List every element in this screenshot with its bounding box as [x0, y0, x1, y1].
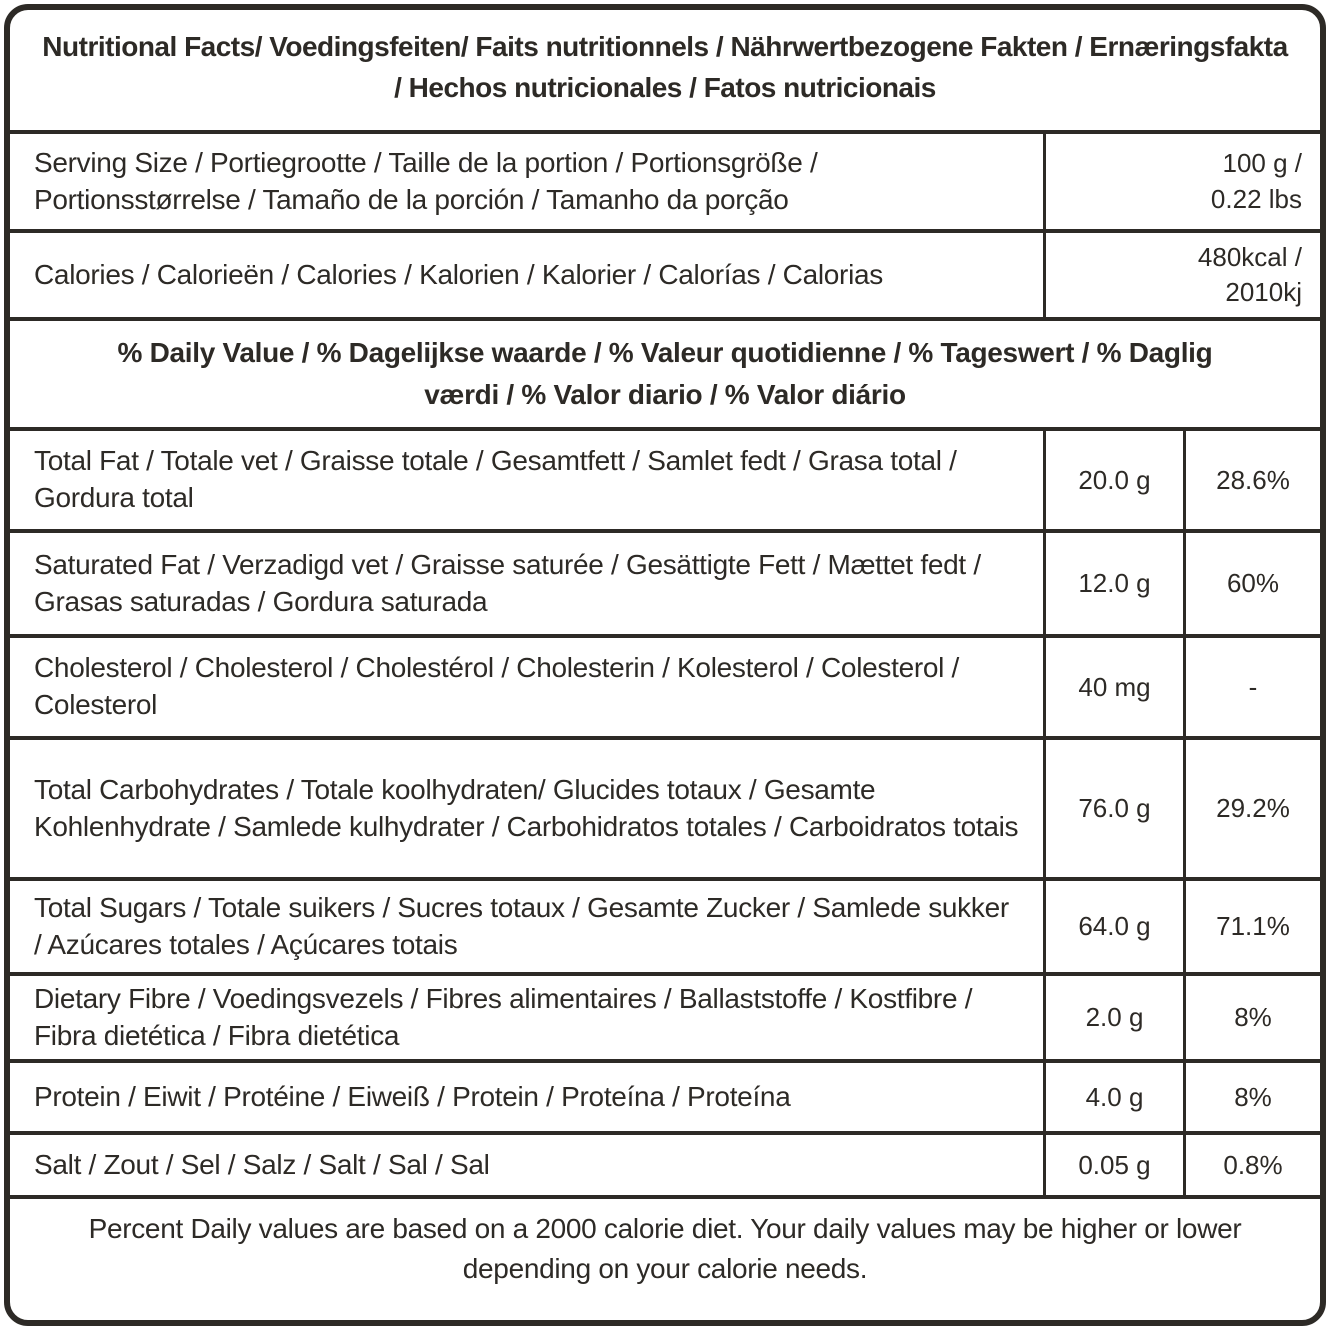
serving-size-row: [10, 130, 1320, 229]
nutrient-daily-value: 28.6%: [1183, 431, 1320, 529]
nutrient-label: [10, 533, 1043, 634]
nutrient-label: [10, 976, 1043, 1059]
nutrient-daily-value: 60%: [1183, 533, 1320, 634]
nutrient-amount: 20.0 g: [1043, 431, 1183, 529]
nutrient-amount: 2.0 g: [1043, 976, 1183, 1059]
row-total-sugars: [10, 877, 1320, 972]
nutrient-daily-value: 71.1%: [1183, 881, 1320, 972]
nutrient-amount: 0.05 g: [1043, 1135, 1183, 1195]
nutrient-daily-value: 29.2%: [1183, 740, 1320, 877]
row-saturated-fat: [10, 529, 1320, 634]
nutrient-amount: 64.0 g: [1043, 881, 1183, 972]
nutrient-label-text: Total Sugars / Totale suikers / Sucres totaux / Gesamte Zucker / Samlede sukker / Azúcares totales / Açúcares totais: [34, 891, 1009, 960]
nutrient-label: [10, 1063, 1043, 1131]
calories-label: [10, 233, 1043, 317]
calories-value-line1: 480kcal /: [1197, 241, 1302, 272]
row-total-fat: [10, 427, 1320, 529]
calories-value-line2: 2010kj: [1225, 277, 1302, 307]
nutrient-daily-value: 8%: [1183, 1063, 1320, 1131]
serving-size-label-text: Serving Size / Portiegrootte / Taille de la portion / Portionsgröße / Portionsstørrelse / Tamaño de la porción / Tamanho da porção: [34, 146, 818, 215]
nutrient-label-text: Cholesterol / Cholesterol / Cholestérol / Cholesterin / Kolesterol / Colesterol / Colesterol: [34, 652, 960, 720]
nutrient-label-text: Total Carbohydrates / Totale koolhydraten/ Glucides totaux / Gesamte Kohlenhydrate / Samlede kulhydrater / Carbohidratos totales / Carboidratos totais: [34, 773, 1019, 842]
nutrient-label: [10, 740, 1043, 877]
row-total-carbohydrates: [10, 736, 1320, 877]
nutrient-label-text: Dietary Fibre / Voedingsvezels / Fibres alimentaires / Ballaststoffe / Kostfibre / Fibra dietética / Fibra dietética: [34, 982, 973, 1051]
daily-value-heading-row: [10, 317, 1320, 427]
calories-row: [10, 229, 1320, 317]
calories-value: [1043, 233, 1320, 317]
label-title: Nutritional Facts/ Voedingsfeiten/ Faits nutritionnels / Nährwertbezogene Fakten / Ernæringsfakta / Hechos nutricionales / Fatos nutricionais: [42, 31, 1288, 103]
nutrient-label: [10, 638, 1043, 736]
daily-value-heading: % Daily Value / % Dagelijkse waarde / % Valeur quotidienne / % Tageswert / % Daglig værdi / % Valor diario / % Valor diário: [117, 337, 1213, 410]
nutrient-label-text: Saturated Fat / Verzadigd vet / Graisse saturée / Gesättigte Fett / Mættet fedt / Grasas saturadas / Gordura saturada: [34, 548, 981, 617]
nutrient-label: [10, 431, 1043, 529]
nutrient-daily-value: 0.8%: [1183, 1135, 1320, 1195]
nutrient-amount: 4.0 g: [1043, 1063, 1183, 1131]
nutrient-amount: 40 mg: [1043, 638, 1183, 736]
nutrient-label: [10, 881, 1043, 972]
nutrient-amount: 76.0 g: [1043, 740, 1183, 877]
footnote-text: Percent Daily values are based on a 2000 calorie diet. Your daily values may be higher or lower depending on your calorie needs.: [88, 1213, 1242, 1284]
row-dietary-fibre: [10, 972, 1320, 1059]
nutrient-daily-value: -: [1183, 638, 1320, 736]
footnote-row: [10, 1195, 1320, 1320]
serving-size-value-line2: 0.22 lbs: [1210, 183, 1302, 214]
calories-label-text: Calories / Calorieën / Calories / Kalorien / Kalorier / Calorías / Calorias: [34, 258, 883, 290]
nutrient-label-text: Protein / Eiwit / Protéine / Eiweiß / Protein / Proteína / Proteína: [34, 1080, 791, 1112]
nutrient-label-text: Salt / Zout / Sel / Salz / Salt / Sal / Sal: [34, 1148, 490, 1180]
nutrient-amount: 12.0 g: [1043, 533, 1183, 634]
nutrient-daily-value: 8%: [1183, 976, 1320, 1059]
nutrient-label-text: Total Fat / Totale vet / Graisse totale / Gesamtfett / Samlet fedt / Grasa total / Gordura total: [34, 445, 957, 513]
serving-size-label: [10, 134, 1043, 229]
label-border-box: [4, 4, 1326, 1326]
row-protein: [10, 1059, 1320, 1131]
row-salt: [10, 1131, 1320, 1195]
serving-size-value-line1: 100 g /: [1222, 148, 1302, 179]
nutrient-label: [10, 1135, 1043, 1195]
serving-size-value: [1043, 134, 1320, 229]
row-cholesterol: [10, 634, 1320, 736]
title-row: [10, 10, 1320, 130]
